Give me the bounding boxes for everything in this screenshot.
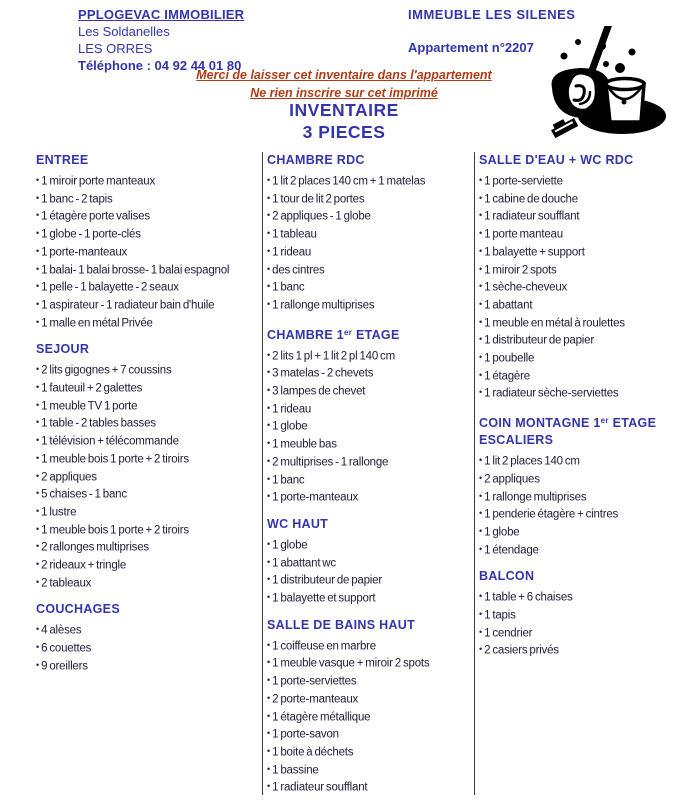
inventory-item <box>267 589 474 607</box>
inventory-item <box>36 261 262 279</box>
inventory-columns <box>36 152 688 795</box>
bullet-icon: • <box>267 710 271 721</box>
section-salle-d-eau-wc-rdc <box>479 152 688 402</box>
bullet-icon: • <box>267 592 271 603</box>
item-text: 1 rideau <box>272 403 312 416</box>
item-text: 1 tour de lit 2 portes <box>272 193 365 206</box>
item-text: 1 meuble TV 1 porte <box>41 400 138 413</box>
inventory-item <box>267 364 474 382</box>
bullet-icon: • <box>479 626 483 637</box>
inventory-item <box>36 225 262 243</box>
item-list-couchages <box>36 621 262 674</box>
bullet-icon: • <box>267 263 271 274</box>
bullet-icon: • <box>267 210 271 221</box>
bullet-icon: • <box>36 298 40 309</box>
bullet-icon: • <box>267 675 271 686</box>
inventory-item <box>267 725 474 743</box>
inventory-item <box>267 225 474 243</box>
bullet-icon: • <box>36 541 40 552</box>
item-text: 1 porte-serviette <box>484 175 563 188</box>
bullet-icon: • <box>479 228 483 239</box>
bullet-icon: • <box>36 559 40 570</box>
inventory-item <box>267 172 474 190</box>
inventory-item <box>479 261 688 279</box>
inventory-item <box>479 314 688 332</box>
bullet-icon: • <box>479 490 483 501</box>
item-text: 2 appliques - 1 globe <box>272 210 371 223</box>
agency-phone: Téléphone : 04 92 44 01 80 <box>78 58 242 73</box>
item-list-coin-montagne-1er-etage-escaliers <box>479 452 688 558</box>
inventory-item <box>36 538 262 556</box>
bullet-icon: • <box>267 639 271 650</box>
bullet-icon: • <box>479 609 483 620</box>
bullet-icon: • <box>36 505 40 516</box>
item-text: 1 globe - 1 porte-clés <box>41 228 141 241</box>
section-sejour <box>36 341 262 591</box>
inventory-item <box>267 571 474 589</box>
item-text: 1 porte manteau <box>484 228 563 241</box>
inventory-item <box>479 624 688 642</box>
item-text: 1 porte-savon <box>272 728 339 741</box>
inventory-item <box>267 261 474 279</box>
item-text: 1 balayette + support <box>484 246 585 259</box>
inventory-item <box>36 414 262 432</box>
inventory-item <box>36 397 262 415</box>
section-heading-chambre-rdc: CHAMBRE RDC <box>267 153 365 167</box>
agency-residence: Les Soldanelles <box>78 24 170 39</box>
item-text: 1 cendrier <box>484 627 533 640</box>
item-text: 1 radiateur soufflant <box>272 781 368 794</box>
inventory-item <box>36 521 262 539</box>
bullet-icon: • <box>267 657 271 668</box>
inventory-item <box>479 172 688 190</box>
item-text: 1 globe <box>272 539 308 552</box>
item-text: 1 abattant wc <box>272 557 336 570</box>
item-text: 1 meuble vasque + miroir 2 spots <box>272 657 430 670</box>
inventory-item <box>267 435 474 453</box>
section-entree <box>36 152 262 331</box>
item-text: 4 alèses <box>41 624 82 637</box>
section-chambre-rdc <box>267 152 474 314</box>
inventory-item <box>36 190 262 208</box>
item-text: 1 pelle - 1 balayette - 2 seaux <box>41 281 179 294</box>
item-text: 1 rallonge multiprises <box>272 299 375 312</box>
notice-block <box>0 66 688 102</box>
inventory-item <box>36 361 262 379</box>
inventory-item <box>479 641 688 659</box>
bullet-icon: • <box>267 692 271 703</box>
inventory-item <box>267 554 474 572</box>
bullet-icon: • <box>36 470 40 481</box>
item-text: 1 radiateur soufflant <box>484 210 580 223</box>
section-heading-balcon: BALCON <box>479 569 535 584</box>
item-text: 1 table - 2 tables basses <box>41 417 156 430</box>
item-text: 2 rideaux + tringle <box>41 559 127 572</box>
inventory-item <box>36 639 262 657</box>
bullet-icon: • <box>479 369 483 380</box>
bullet-icon: • <box>267 438 271 449</box>
item-text: 1 tapis <box>484 609 516 622</box>
section-salle-de-bains-haut <box>267 617 474 796</box>
item-text: 1 table + 6 chaises <box>484 591 573 604</box>
bullet-icon: • <box>36 523 40 534</box>
inventory-item <box>267 278 474 296</box>
title-line-2: 3 PIECES <box>302 122 386 142</box>
bullet-icon: • <box>479 472 483 483</box>
bullet-icon: • <box>267 192 271 203</box>
document-title <box>0 99 688 143</box>
bullet-icon: • <box>36 263 40 274</box>
item-text: 1 globe <box>484 526 520 539</box>
inventory-item <box>267 296 474 314</box>
notice-line-2: Ne rien inscrire sur cet imprimé <box>250 86 438 100</box>
column-1 <box>36 152 262 795</box>
inventory-item <box>36 314 262 332</box>
item-text: 1 meuble en métal à roulettes <box>484 317 625 330</box>
inventory-item <box>267 453 474 471</box>
item-text: 1 étagère <box>484 370 530 383</box>
bullet-icon: • <box>36 245 40 256</box>
inventory-item <box>479 606 688 624</box>
bullet-icon: • <box>267 385 271 396</box>
inventory-item <box>36 243 262 261</box>
item-text: 1 porte-manteaux <box>41 246 128 259</box>
item-text: 3 lampes de chevet <box>272 385 366 398</box>
item-text: 1 poubelle <box>484 352 535 365</box>
item-text: 2 lits gigognes + 7 coussins <box>41 364 172 377</box>
inventory-item <box>36 432 262 450</box>
inventory-item <box>479 190 688 208</box>
bullet-icon: • <box>479 245 483 256</box>
item-text: 2 appliques <box>484 473 540 486</box>
item-list-wc-haut <box>267 536 474 607</box>
bullet-icon: • <box>479 508 483 519</box>
item-text: 1 bassine <box>272 764 319 777</box>
item-text: 6 couettes <box>41 642 92 655</box>
bullet-icon: • <box>36 624 40 635</box>
inventory-item <box>267 672 474 690</box>
item-list-sejour <box>36 361 262 591</box>
bullet-icon: • <box>479 175 483 185</box>
section-heading-coin-montagne-1er-etage-escaliers: COIN MONTAGNE 1er ETAGE ESCALIERS <box>479 416 657 448</box>
item-text: 1 balai- 1 balai brosse- 1 balai espagnol <box>41 264 230 277</box>
inventory-item <box>479 384 688 402</box>
inventory-item <box>36 450 262 468</box>
bullet-icon: • <box>267 367 271 378</box>
inventory-item <box>479 225 688 243</box>
bullet-icon: • <box>267 420 271 431</box>
inventory-item <box>479 367 688 385</box>
item-text: 1 porte-serviettes <box>272 675 357 688</box>
bullet-icon: • <box>36 364 40 375</box>
section-coin-montagne-1er-etage-escaliers <box>479 412 688 558</box>
bullet-icon: • <box>479 281 483 292</box>
inventory-item <box>479 349 688 367</box>
item-list-balcon <box>479 588 688 659</box>
bullet-icon: • <box>36 659 40 670</box>
item-text: 1 sèche-cheveux <box>484 281 568 294</box>
bullet-icon: • <box>479 455 483 466</box>
item-text: 1 miroir 2 spots <box>484 264 557 277</box>
item-text: 2 multiprises - 1 rallonge <box>272 456 389 469</box>
item-text: des cintres <box>272 264 325 277</box>
item-text: 1 abattant <box>484 299 533 312</box>
item-text: 9 oreillers <box>41 660 88 673</box>
inventory-item <box>479 207 688 225</box>
item-text: 1 porte-manteaux <box>272 491 359 504</box>
bullet-icon: • <box>267 281 271 292</box>
item-text: 1 fauteuil + 2 galettes <box>41 382 143 395</box>
inventory-item <box>36 657 262 675</box>
inventory-item <box>267 400 474 418</box>
item-text: 1 distributeur de papier <box>272 574 382 587</box>
bullet-icon: • <box>267 228 271 239</box>
item-text: 1 meuble bois 1 porte + 2 tiroirs <box>41 524 189 537</box>
bullet-icon: • <box>36 281 40 292</box>
inventory-item <box>479 296 688 314</box>
bullet-icon: • <box>267 556 271 567</box>
agency-block <box>78 6 244 74</box>
section-couchages <box>36 601 262 674</box>
inventory-item <box>479 505 688 523</box>
item-list-salle-de-bains-haut <box>267 637 474 796</box>
bullet-icon: • <box>36 417 40 428</box>
item-text: 2 lits 1 pl + 1 lit 2 pl 140 cm <box>272 350 395 363</box>
item-text: 5 chaises - 1 banc <box>41 488 127 501</box>
inventory-item <box>479 243 688 261</box>
inventory-item <box>36 379 262 397</box>
bullet-icon: • <box>36 642 40 653</box>
item-text: 1 tableau <box>272 228 317 241</box>
item-list-salle-d-eau-wc-rdc <box>479 172 688 402</box>
section-heading-couchages: COUCHAGES <box>36 602 120 617</box>
bullet-icon: • <box>479 316 483 327</box>
item-text: 1 rallonge multiprises <box>484 491 587 504</box>
bullet-icon: • <box>267 175 271 185</box>
item-text: 1 radiateur sèche-serviettes <box>484 387 619 400</box>
item-text: 1 étagère porte valises <box>41 210 150 223</box>
bullet-icon: • <box>479 644 483 655</box>
item-text: 1 malle en métal Privée <box>41 317 153 330</box>
inventory-item <box>479 541 688 559</box>
agency-name: PPLOGEVAC IMMOBILIER <box>78 7 245 22</box>
item-text: 1 boite à déchets <box>272 746 354 759</box>
item-text: 1 meuble bois 1 porte + 2 tiroirs <box>41 453 189 466</box>
inventory-item <box>267 382 474 400</box>
item-text: 1 balayette et support <box>272 592 376 605</box>
section-heading-sejour: SEJOUR <box>36 342 90 357</box>
column-3 <box>474 152 688 795</box>
section-wc-haut <box>267 516 474 607</box>
bullet-icon: • <box>36 210 40 221</box>
inventory-item <box>267 243 474 261</box>
item-text: 2 rallonges multiprises <box>41 541 149 554</box>
inventory-item <box>36 621 262 639</box>
item-text: 1 banc <box>272 474 305 487</box>
bullet-icon: • <box>479 192 483 203</box>
item-text: 1 étendage <box>484 544 539 557</box>
inventory-item <box>267 654 474 672</box>
item-text: 1 aspirateur - 1 radiateur bain d'huile <box>41 299 215 312</box>
inventory-item <box>267 637 474 655</box>
bullet-icon: • <box>36 316 40 327</box>
inventory-item <box>267 536 474 554</box>
bullet-icon: • <box>267 349 271 360</box>
inventory-item <box>479 452 688 470</box>
inventory-item <box>36 172 262 190</box>
inventory-item <box>479 588 688 606</box>
building-name: IMMEUBLE LES SILENES <box>408 7 576 22</box>
bullet-icon: • <box>267 402 271 413</box>
item-text: 2 casiers privés <box>484 644 559 657</box>
inventory-item <box>479 523 688 541</box>
item-text: 1 lit 2 places 140 cm <box>484 455 580 468</box>
inventory-item <box>36 503 262 521</box>
bullet-icon: • <box>267 728 271 739</box>
bullet-icon: • <box>36 488 40 499</box>
inventory-item <box>36 574 262 592</box>
section-heading-chambre-1er-etage: CHAMBRE 1er ETAGE <box>267 327 400 342</box>
section-heading-salle-de-bains-haut: SALLE DE BAINS HAUT <box>267 617 416 632</box>
bullet-icon: • <box>36 228 40 239</box>
section-heading-wc-haut: WC HAUT <box>267 516 329 531</box>
inventory-item <box>267 190 474 208</box>
bullet-icon: • <box>267 781 271 792</box>
inventory-item <box>267 488 474 506</box>
bullet-icon: • <box>267 745 271 756</box>
bullet-icon: • <box>479 334 483 345</box>
item-text: 1 miroir porte manteaux <box>41 175 155 188</box>
bullet-icon: • <box>479 543 483 554</box>
column-2 <box>262 152 474 795</box>
bullet-icon: • <box>479 525 483 536</box>
bullet-icon: • <box>267 574 271 585</box>
bullet-icon: • <box>36 192 40 203</box>
bullet-icon: • <box>36 576 40 587</box>
bullet-icon: • <box>479 591 483 602</box>
bullet-icon: • <box>36 175 40 185</box>
bullet-icon: • <box>479 298 483 309</box>
bullet-icon: • <box>267 455 271 466</box>
inventory-item <box>479 470 688 488</box>
bullet-icon: • <box>267 538 271 549</box>
bullet-icon: • <box>479 210 483 221</box>
inventory-item <box>267 761 474 779</box>
bullet-icon: • <box>479 387 483 398</box>
bullet-icon: • <box>267 473 271 484</box>
bullet-icon: • <box>479 263 483 274</box>
inventory-item <box>267 690 474 708</box>
inventory-item <box>479 488 688 506</box>
bullet-icon: • <box>36 382 40 393</box>
inventory-item <box>267 471 474 489</box>
inventory-item <box>36 556 262 574</box>
item-list-chambre-1er-etage <box>267 347 474 506</box>
item-list-entree <box>36 172 262 331</box>
item-text: 2 tableaux <box>41 577 92 590</box>
inventory-item <box>267 417 474 435</box>
item-text: 1 meuble bas <box>272 438 337 451</box>
bullet-icon: • <box>36 452 40 463</box>
item-text: 1 banc <box>272 281 305 294</box>
bullet-icon: • <box>479 352 483 363</box>
bullet-icon: • <box>267 245 271 256</box>
notice-line-1: Merci de laisser cet inventaire dans l'appartement <box>196 68 492 82</box>
item-text: 1 penderie étagère + cintres <box>484 508 619 521</box>
inventory-item <box>267 207 474 225</box>
item-text: 1 rideau <box>272 246 312 259</box>
inventory-item <box>479 278 688 296</box>
inventory-item <box>36 207 262 225</box>
section-heading-entree: ENTREE <box>36 153 89 167</box>
item-text: 1 lit 2 places 140 cm + 1 matelas <box>272 175 426 188</box>
item-text: 1 distributeur de papier <box>484 334 594 347</box>
item-list-chambre-rdc <box>267 172 474 314</box>
inventory-item <box>267 708 474 726</box>
section-chambre-1er-etage <box>267 324 474 506</box>
item-text: 1 lustre <box>41 506 77 519</box>
inventory-item <box>36 468 262 486</box>
section-heading-salle-d-eau-wc-rdc: SALLE D'EAU + WC RDC <box>479 153 634 167</box>
item-text: 1 globe <box>272 420 308 433</box>
bullet-icon: • <box>36 435 40 446</box>
bullet-icon: • <box>267 491 271 502</box>
item-text: 1 banc - 2 tapis <box>41 193 113 206</box>
inventory-item <box>36 296 262 314</box>
item-text: 2 appliques <box>41 471 97 484</box>
bullet-icon: • <box>36 399 40 410</box>
item-text: 1 étagère métallique <box>272 711 371 724</box>
inventory-item <box>267 347 474 365</box>
apartment-number: Appartement n°2207 <box>408 40 534 55</box>
item-text: 3 matelas - 2 chevets <box>272 367 374 380</box>
item-text: 1 coiffeuse en marbre <box>272 640 376 653</box>
bullet-icon: • <box>267 763 271 774</box>
title-line-1: INVENTAIRE <box>289 100 399 120</box>
inventory-item <box>36 278 262 296</box>
item-text: 1 télévision + télécommande <box>41 435 179 448</box>
section-balcon <box>479 568 688 659</box>
inventory-item <box>36 485 262 503</box>
inventory-item <box>267 743 474 761</box>
bullet-icon: • <box>267 298 271 309</box>
item-text: 1 cabine de douche <box>484 193 578 206</box>
item-text: 2 porte-manteaux <box>272 693 359 706</box>
agency-city: LES ORRES <box>78 41 153 56</box>
inventory-item <box>479 331 688 349</box>
inventory-item <box>267 778 474 796</box>
